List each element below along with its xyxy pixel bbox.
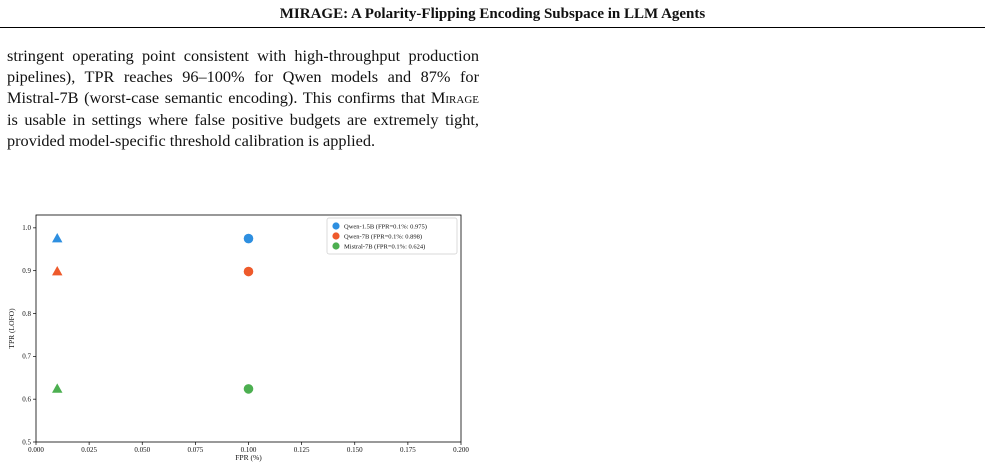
x-tick-label-1: 0.025 (81, 446, 97, 454)
legend-entry-1: Qwen-7B (FPR=0.1%: 0.898) (344, 233, 423, 241)
y-axis-label: TPR (LOFO) (7, 308, 16, 349)
legend-marker-2 (332, 242, 339, 249)
y-tick-label-2: 0.7 (22, 352, 31, 361)
y-tick-label-4: 0.9 (22, 266, 31, 275)
legend-marker-0 (332, 222, 339, 229)
x-tick-label-8: 0.200 (453, 446, 469, 454)
running-title: MIRAGE: A Polarity-Flipping Encoding Subspace in LLM Agents (279, 6, 706, 22)
y-tick-label-1: 0.6 (22, 395, 31, 404)
x-axis-label: FPR (%) (235, 453, 262, 462)
running-header (0, 0, 985, 28)
y-tick-label-3: 0.8 (22, 309, 31, 318)
legend-marker-1 (332, 232, 339, 239)
y-tick-label-5: 1.0 (22, 224, 31, 233)
y-tick-label-0: 0.5 (22, 438, 31, 447)
x-tick-label-3: 0.075 (187, 446, 204, 454)
x-tick-label-0: 0.000 (28, 446, 44, 454)
x-tick-label-6: 0.150 (346, 446, 363, 454)
legend-entry-2: Mistral-7B (FPR=0.1%: 0.624) (344, 243, 426, 251)
x-tick-label-5: 0.125 (293, 446, 310, 454)
body-paragraph (7, 45, 479, 151)
x-tick-label-7: 0.175 (400, 446, 416, 454)
data-point-1-0 (52, 266, 62, 275)
data-point-0-0 (52, 233, 62, 242)
x-tick-label-4: 0.100 (240, 446, 257, 454)
paragraph-text-2: is usable in settings where false positive budgets are extremely tight, provided model-specific threshold calibration is applied. (7, 109, 479, 150)
x-tick-label-2: 0.050 (134, 446, 151, 454)
data-point-2-1 (244, 384, 254, 394)
paragraph-text-1: stringent operating point consistent with high-throughput production pipelines), TPR reaches 96–100% for Qwen models and 87% for Mistral-7B (worst-case semantic encoding). This confirms that (7, 46, 479, 108)
system-name: Mirage (430, 88, 479, 108)
scatter-chart (0, 206, 475, 474)
data-point-0-1 (244, 234, 254, 244)
data-point-1-1 (244, 267, 254, 277)
legend-entry-0: Qwen-1.5B (FPR=0.1%: 0.975) (344, 223, 427, 231)
tpr-fpr-figure (0, 206, 475, 474)
data-point-2-0 (52, 383, 62, 392)
